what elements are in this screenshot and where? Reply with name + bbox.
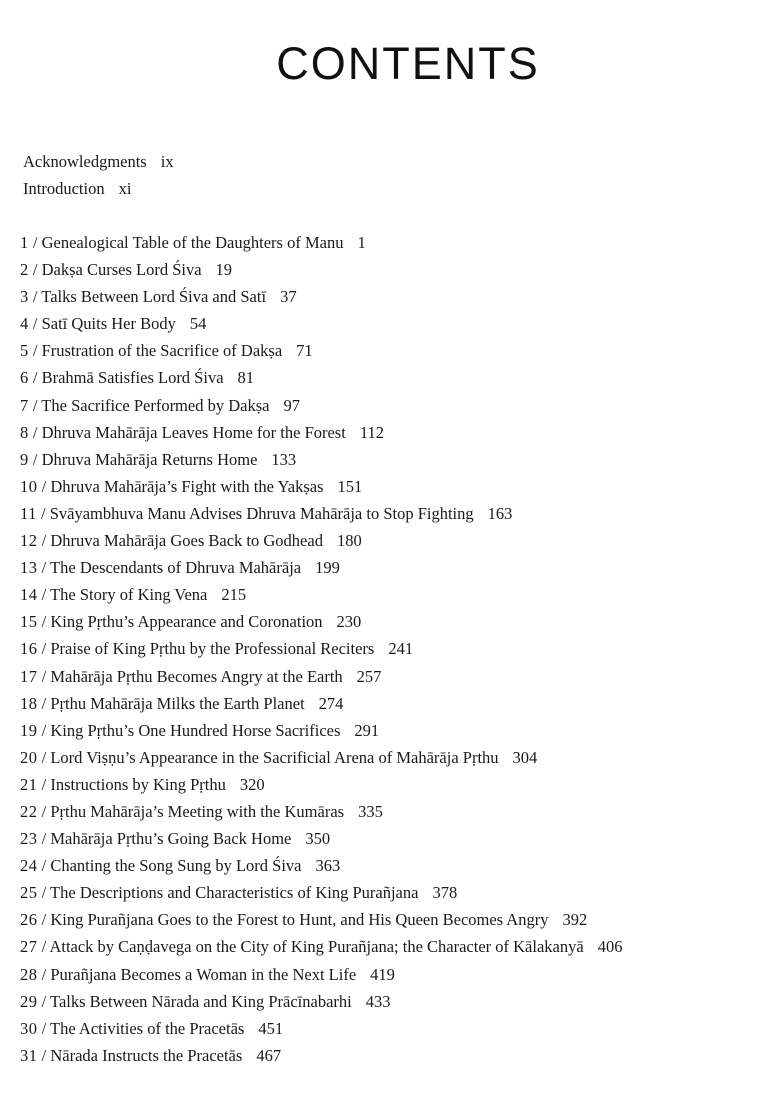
- chapter-entry[interactable]: [20, 608, 760, 635]
- chapter-number: 24: [20, 856, 38, 876]
- chapter-entry[interactable]: [20, 744, 760, 771]
- chapter-title: Svāyambhuva Manu Advises Dhruva Mahārāja to Stop Fighting: [49, 503, 474, 523]
- chapter-title: The Activities of the Pracetās: [50, 1018, 245, 1038]
- chapter-separator: /: [37, 558, 51, 578]
- chapter-page: 274: [318, 693, 344, 713]
- chapter-separator: /: [28, 260, 42, 280]
- chapter-page: 320: [239, 774, 265, 794]
- chapter-separator: /: [28, 422, 42, 442]
- chapter-entry[interactable]: [20, 581, 760, 608]
- chapter-title: Dakṣa Curses Lord Śiva: [41, 260, 202, 280]
- chapter-separator: /: [37, 856, 51, 876]
- chapter-title: Dhruva Mahārāja Leaves Home for the Forest: [41, 422, 346, 442]
- chapter-number: 11: [20, 503, 37, 523]
- chapter-title: Satī Quits Her Body: [41, 314, 176, 334]
- front-matter-page: xi: [118, 179, 132, 198]
- chapter-number: 14: [20, 585, 38, 605]
- chapter-number: 28: [20, 964, 38, 984]
- chapter-number: 26: [20, 910, 38, 930]
- chapter-entry[interactable]: [20, 635, 760, 662]
- chapter-title: Dhruva Mahārāja Goes Back to Godhead: [50, 531, 323, 551]
- chapter-page: 419: [370, 964, 395, 984]
- chapter-entry[interactable]: [20, 933, 760, 960]
- chapter-number: 18: [20, 693, 38, 713]
- chapter-title: Mahārāja Pṛthu’s Going Back Home: [50, 829, 292, 849]
- chapter-entry[interactable]: [20, 1042, 760, 1069]
- chapter-entry[interactable]: [20, 906, 760, 933]
- chapter-title: Pṛthu Mahārāja’s Meeting with the Kumāras: [50, 801, 345, 821]
- chapter-separator: /: [37, 747, 51, 767]
- chapter-page: 81: [237, 368, 255, 388]
- front-matter-page: ix: [160, 152, 174, 171]
- chapter-title: Instructions by King Pṛthu: [50, 774, 226, 794]
- chapter-title: The Story of King Vena: [50, 585, 208, 605]
- chapter-page: 350: [305, 829, 331, 849]
- chapter-number: 25: [20, 883, 38, 903]
- chapter-page: 241: [388, 639, 414, 659]
- chapter-separator: /: [37, 883, 51, 903]
- chapter-title: Frustration of the Sacrifice of Dakṣa: [41, 341, 283, 361]
- chapter-entry[interactable]: [20, 446, 760, 473]
- chapter-separator: /: [28, 287, 42, 307]
- chapter-page: 54: [189, 314, 207, 334]
- front-matter-label: Introduction: [23, 179, 105, 198]
- chapter-list: [20, 229, 760, 1069]
- chapter-title: Dhruva Mahārāja Returns Home: [41, 449, 258, 469]
- chapter-entry[interactable]: [20, 527, 760, 554]
- chapter-number: 4: [20, 314, 29, 334]
- chapter-page: 230: [336, 612, 362, 632]
- chapter-entry[interactable]: [20, 1015, 760, 1042]
- chapter-page: 291: [354, 720, 380, 740]
- chapter-entry[interactable]: [20, 879, 760, 906]
- front-matter-item[interactable]: [23, 148, 174, 175]
- chapter-entry[interactable]: [20, 256, 760, 283]
- chapter-number: 8: [20, 422, 29, 442]
- chapter-title: Talks Between Nārada and King Prācīnabarhi: [50, 991, 352, 1011]
- chapter-title: Nārada Instructs the Pracetās: [50, 1045, 243, 1065]
- chapter-title: Chanting the Song Sung by Lord Śiva: [50, 856, 302, 876]
- chapter-number: 9: [20, 449, 29, 469]
- chapter-page: 467: [256, 1045, 282, 1065]
- chapter-title: Genealogical Table of the Daughters of Manu: [41, 233, 344, 252]
- chapter-title: The Sacrifice Performed by Dakṣa: [41, 395, 270, 415]
- chapter-entry[interactable]: [20, 554, 760, 581]
- chapter-number: 3: [20, 287, 29, 307]
- chapter-number: 12: [20, 531, 38, 551]
- chapter-entry[interactable]: [20, 392, 760, 419]
- chapter-separator: /: [28, 395, 42, 415]
- chapter-page: 37: [280, 287, 297, 307]
- chapter-separator: /: [28, 449, 42, 469]
- chapter-page: 363: [315, 856, 341, 876]
- chapter-entry[interactable]: [20, 229, 760, 256]
- chapter-separator: /: [37, 693, 51, 713]
- chapter-separator: /: [37, 666, 51, 686]
- chapter-separator: /: [37, 774, 51, 794]
- chapter-number: 7: [20, 395, 29, 415]
- chapter-separator: /: [37, 910, 51, 930]
- page-title: CONTENTS: [276, 38, 540, 89]
- chapter-title: Dhruva Mahārāja’s Fight with the Yakṣas: [50, 476, 324, 496]
- chapter-separator: /: [37, 1018, 51, 1038]
- front-matter-label: Acknowledgments: [23, 152, 147, 171]
- chapter-number: 19: [20, 720, 38, 740]
- chapter-entry[interactable]: [20, 690, 760, 717]
- chapter-entry[interactable]: [20, 283, 760, 310]
- chapter-separator: /: [37, 585, 51, 605]
- chapter-page: 215: [221, 585, 247, 605]
- chapter-page: 433: [365, 991, 391, 1011]
- chapter-number: 21: [20, 774, 38, 794]
- chapter-entry[interactable]: [20, 717, 760, 744]
- chapter-title: Pṛthu Mahārāja Milks the Earth Planet: [50, 693, 305, 713]
- chapter-number: 20: [20, 747, 38, 767]
- chapter-number: 23: [20, 829, 38, 849]
- chapter-title: Talks Between Lord Śiva and Satī: [41, 287, 267, 307]
- chapter-number: 5: [20, 341, 29, 361]
- chapter-page: 378: [432, 883, 458, 903]
- chapter-title: Lord Viṣṇu’s Appearance in the Sacrificial Arena of Mahārāja Pṛthu: [50, 747, 499, 767]
- chapter-entry[interactable]: [20, 852, 760, 879]
- chapter-entry[interactable]: [20, 310, 760, 337]
- chapter-page: 406: [597, 937, 623, 957]
- chapter-separator: /: [28, 341, 42, 361]
- chapter-entry[interactable]: [20, 500, 760, 527]
- chapter-separator: /: [37, 801, 51, 821]
- chapter-separator: /: [37, 720, 51, 740]
- chapter-separator: /: [28, 314, 42, 334]
- chapter-page: 392: [562, 910, 588, 930]
- chapter-page: 451: [258, 1018, 284, 1038]
- chapter-number: 2: [20, 260, 29, 280]
- chapter-title: Purañjana Becomes a Woman in the Next Life: [50, 964, 357, 984]
- chapter-number: 22: [20, 801, 38, 821]
- chapter-page: 304: [512, 747, 538, 767]
- front-matter-item[interactable]: [23, 175, 174, 202]
- chapter-number: 1: [20, 233, 29, 252]
- chapter-separator: /: [37, 991, 51, 1011]
- chapter-page: 180: [336, 531, 362, 551]
- chapter-separator: /: [37, 639, 51, 659]
- chapter-page: 112: [359, 422, 384, 442]
- chapter-separator: /: [28, 368, 42, 388]
- chapter-separator: /: [28, 233, 42, 252]
- chapter-page: 257: [356, 666, 382, 686]
- chapter-page: 133: [271, 449, 297, 469]
- chapter-number: 15: [20, 612, 38, 632]
- chapter-separator: /: [37, 612, 51, 632]
- chapter-entry[interactable]: [20, 825, 760, 852]
- chapter-page: 71: [296, 341, 313, 361]
- chapter-separator: /: [37, 1045, 51, 1065]
- chapter-title: Mahārāja Pṛthu Becomes Angry at the Earth: [50, 666, 343, 686]
- chapter-number: 29: [20, 991, 38, 1011]
- chapter-separator: /: [37, 964, 51, 984]
- chapter-entry[interactable]: [20, 473, 760, 500]
- chapter-entry[interactable]: [20, 771, 760, 798]
- chapter-entry[interactable]: [20, 419, 760, 446]
- chapter-number: 13: [20, 558, 38, 578]
- chapter-separator: /: [37, 476, 51, 496]
- chapter-page: 335: [358, 801, 383, 821]
- chapter-number: 27: [20, 937, 38, 957]
- chapter-page: 151: [337, 476, 363, 496]
- chapter-entry[interactable]: [20, 961, 760, 988]
- chapter-title: The Descendants of Dhruva Mahārāja: [50, 558, 302, 578]
- chapter-entry[interactable]: [20, 663, 760, 690]
- chapter-entry[interactable]: [20, 364, 760, 391]
- chapter-page: 199: [315, 558, 340, 578]
- chapter-title: Brahmā Satisfies Lord Śiva: [41, 368, 224, 388]
- chapter-separator: /: [37, 829, 51, 849]
- front-matter-list: [23, 148, 174, 202]
- chapter-separator: /: [37, 937, 50, 957]
- chapter-entry[interactable]: [20, 988, 760, 1015]
- chapter-number: 6: [20, 368, 29, 388]
- chapter-title: King Purañjana Goes to the Forest to Hunt, and His Queen Becomes Angry: [50, 910, 549, 930]
- chapter-title: The Descriptions and Characteristics of King Purañjana: [50, 883, 419, 903]
- chapter-title: Praise of King Pṛthu by the Professional Reciters: [50, 639, 375, 659]
- chapter-number: 31: [20, 1045, 38, 1065]
- chapter-page: 19: [215, 260, 233, 280]
- chapter-page: 1: [357, 233, 366, 252]
- chapter-page: 97: [283, 395, 300, 415]
- chapter-entry[interactable]: [20, 798, 760, 825]
- chapter-number: 16: [20, 639, 38, 659]
- chapter-page: 163: [487, 503, 513, 523]
- chapter-entry[interactable]: [20, 337, 760, 364]
- chapter-number: 10: [20, 476, 38, 496]
- chapter-number: 30: [20, 1018, 38, 1038]
- chapter-title: Attack by Caṇḍavega on the City of King Purañjana; the Character of Kālakanyā: [49, 937, 584, 957]
- chapter-separator: /: [37, 531, 51, 551]
- chapter-title: King Pṛthu’s One Hundred Horse Sacrifices: [50, 720, 341, 740]
- chapter-separator: /: [36, 503, 50, 523]
- chapter-number: 17: [20, 666, 38, 686]
- chapter-title: King Pṛthu’s Appearance and Coronation: [50, 612, 323, 632]
